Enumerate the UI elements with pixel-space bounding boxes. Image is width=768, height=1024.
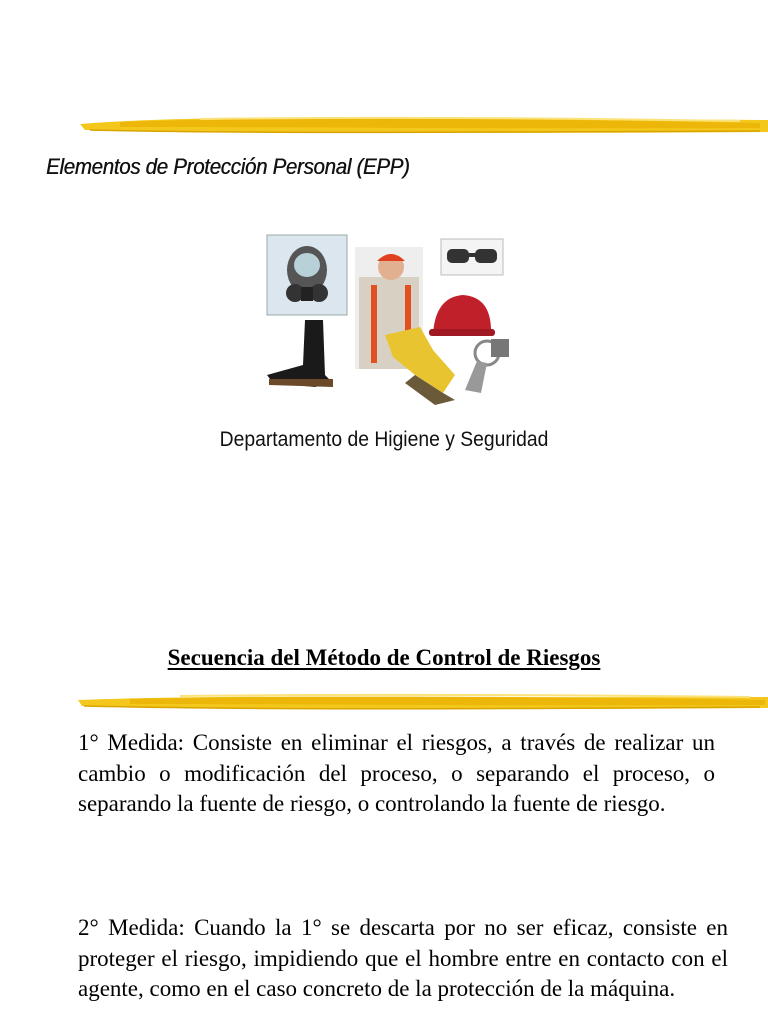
- goggles-image: [441, 239, 503, 275]
- measure-1-paragraph: 1° Medida: Consiste en eliminar el riesgos, a través de realizar un cambio o modificación del proceso, o separando el proceso, o separando la fuente de riesgo, o controlando la fuente de riesgo.: [78, 730, 715, 816]
- hard-hat-image: [429, 295, 495, 336]
- measure-2-paragraph: 2° Medida: Cuando la 1° se descarta por no ser eficaz, consiste en proteger el riesgo, impidiendo que el hombre entre en contacto con el agente, como en el caso concreto de la protección de la máquina.: [78, 915, 728, 1001]
- safety-harness-image: [465, 339, 509, 393]
- rubber-boot-image: [267, 320, 333, 387]
- yellow-brush-divider: [0, 106, 768, 146]
- page-title: Elementos de Protección Personal (EPP): [46, 154, 410, 179]
- gas-mask-image: [267, 235, 347, 315]
- section-title: [0, 645, 768, 671]
- section-title-text: Secuencia del Método de Control de Riesgos: [167, 645, 601, 670]
- ppe-collage-image: [255, 225, 530, 410]
- yellow-brush-divider: [0, 684, 768, 724]
- department-name: Departamento de Higiene y Seguridad: [219, 428, 549, 451]
